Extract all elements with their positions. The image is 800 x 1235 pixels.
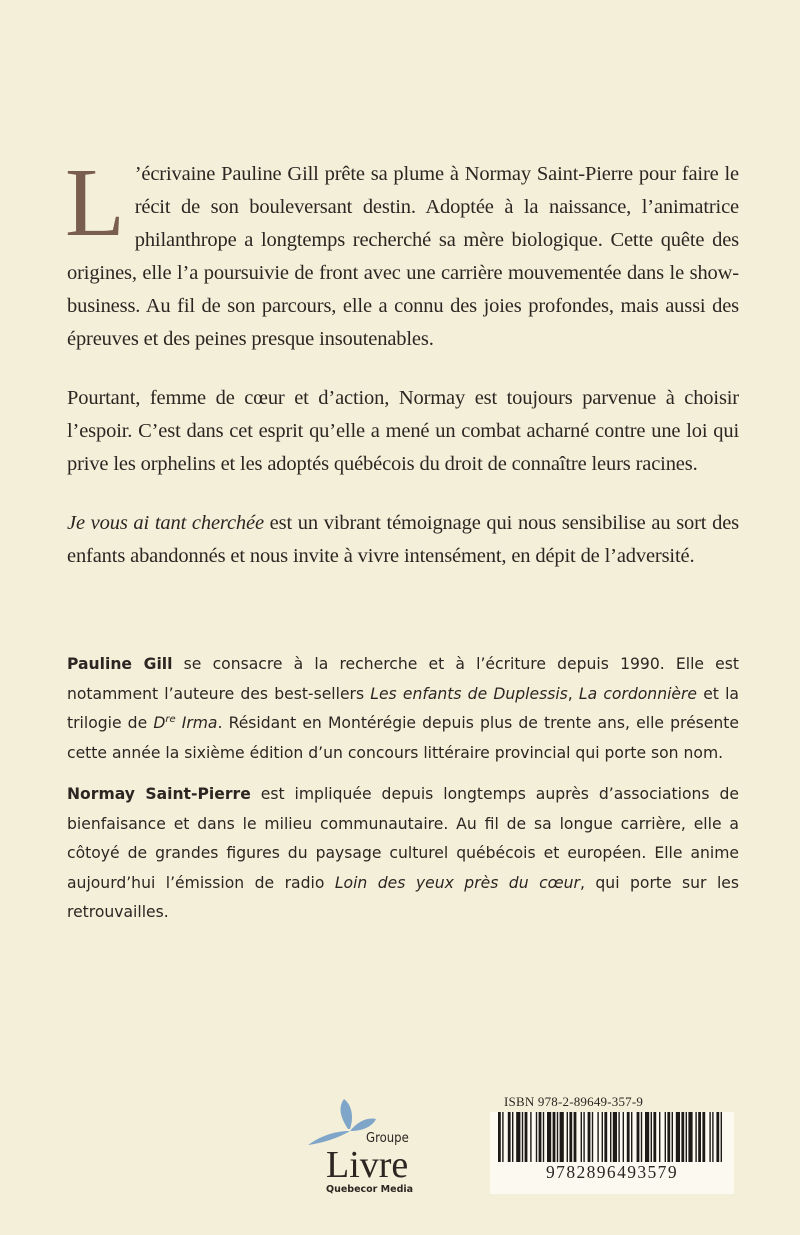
barcode-bar bbox=[557, 1112, 558, 1162]
barcode-bar bbox=[681, 1112, 684, 1162]
barcode-bar bbox=[512, 1112, 513, 1162]
publisher-logo bbox=[300, 1095, 420, 1195]
barcode-bar bbox=[574, 1112, 577, 1162]
barcode-bar bbox=[522, 1112, 523, 1162]
barcode-bar bbox=[543, 1112, 544, 1162]
bio-normay-saint-pierre bbox=[67, 780, 739, 928]
barcode-bar bbox=[627, 1112, 630, 1162]
author-name: Pauline Gill bbox=[67, 655, 173, 673]
barcode-bar bbox=[672, 1112, 673, 1162]
bio-text: , qui porte sur les retrouvailles. bbox=[67, 873, 739, 921]
blurb-text: est un vibrant témoignage qui nous sensibilise au sort des enfants abandonnés et nous invite à vivre intensément, en dépit de l’adversité. bbox=[67, 512, 739, 567]
bio-text: et la trilogie de bbox=[67, 684, 739, 732]
logo-groupe: Groupe bbox=[366, 1131, 409, 1146]
bio-text: . Résidant en Montérégie depuis plus de trente ans, elle présente cette année la sixième édition d’un concours littéraire provincial qui porte son nom. bbox=[67, 714, 739, 762]
barcode-bar bbox=[530, 1112, 531, 1162]
logo-livre: Livre bbox=[326, 1144, 409, 1186]
barcode-bar bbox=[651, 1112, 652, 1162]
barcode-bar bbox=[547, 1112, 551, 1162]
barcode-bar bbox=[667, 1112, 670, 1162]
barcode-bar bbox=[712, 1112, 713, 1162]
blurb-text: ’écrivaine Pauline Gill prête sa plume à Normay Saint-Pierre pour faire le récit de son bouleversant destin. Adoptée à la naissance, l’animatrice philanthrope a longtemps recherché sa mère biologique. Cette quête des origines, elle l’a poursuivie de front avec une carrière mouvementée dans le show-business. Au fil de son parcours, elle a connu des joies profondes, mais aussi des épreuves et des peines presque insoutenables. bbox=[67, 163, 739, 350]
barcode-bar bbox=[536, 1112, 537, 1162]
barcode-bar bbox=[592, 1112, 593, 1162]
blurb-paragraph-3 bbox=[67, 507, 739, 573]
book-title: Les enfants de Duplessis bbox=[370, 684, 568, 703]
barcode-bar bbox=[597, 1112, 598, 1162]
barcode-bar bbox=[604, 1112, 607, 1162]
author-bios bbox=[67, 650, 739, 940]
barcode-bar bbox=[569, 1112, 572, 1162]
barcode-bar bbox=[610, 1112, 611, 1162]
barcode-bar bbox=[583, 1112, 584, 1162]
barcode-bar bbox=[560, 1112, 564, 1162]
barcode-bar bbox=[502, 1112, 503, 1162]
barcode-bar bbox=[581, 1112, 582, 1162]
bio-pauline-gill bbox=[67, 650, 739, 768]
barcode-bar bbox=[553, 1112, 556, 1162]
show-title: Loin des yeux près du cœur bbox=[334, 873, 580, 892]
barcode-bar bbox=[709, 1112, 710, 1162]
blurb-paragraph-2: Pourtant, femme de cœur et d’action, Normay est toujours parvenue à choisir l’espoir. C’est dans cet esprit qu’elle a mené un combat acharné contre une loi qui prive les orphelins et les adoptés québécois du droit de connaître leurs racines. bbox=[67, 387, 739, 475]
barcode-bar bbox=[508, 1112, 511, 1162]
isbn-label: ISBN 978-2-89649-357-9 bbox=[504, 1094, 644, 1109]
author-name: Normay Saint-Pierre bbox=[67, 785, 251, 803]
bio-text: est impliquée depuis longtemps auprès d’associations de bienfaisance et dans le milieu communautaire. Au fil de sa longue carrière, elle a côtoyé de grandes figures du paysage culturel québécois et européen. Elle anime aujourd’hui l’émission de radio bbox=[67, 785, 739, 892]
barcode-bar bbox=[516, 1112, 520, 1162]
bio-text: , bbox=[567, 684, 579, 703]
barcode-bar bbox=[498, 1112, 501, 1162]
barcode-bar bbox=[695, 1112, 696, 1162]
barcode-bar bbox=[676, 1112, 680, 1162]
barcode-bar bbox=[623, 1112, 624, 1162]
barcode-bar bbox=[645, 1112, 649, 1162]
barcode-bar bbox=[567, 1112, 568, 1162]
barcode-bar bbox=[602, 1112, 603, 1162]
barcode-bar bbox=[539, 1112, 542, 1162]
barcode-bar bbox=[698, 1112, 701, 1162]
barcode-bar bbox=[721, 1112, 722, 1162]
barcode-bar bbox=[688, 1112, 692, 1162]
barcode-bar bbox=[716, 1112, 719, 1162]
book-title: Je vous ai tant cherchée bbox=[67, 512, 264, 534]
back-cover-blurb bbox=[65, 149, 739, 599]
barcode-bar bbox=[653, 1112, 656, 1162]
book-title: La cordonnière bbox=[578, 684, 698, 703]
barcode-bar bbox=[588, 1112, 591, 1162]
barcode-bar bbox=[641, 1112, 642, 1162]
barcode-bar bbox=[618, 1112, 619, 1162]
blurb-paragraph-1 bbox=[65, 149, 739, 356]
logo-quebecor-media: Quebecor Media bbox=[326, 1184, 414, 1195]
barcode-bar bbox=[613, 1112, 617, 1162]
book-title-dr-irma bbox=[153, 714, 217, 732]
barcode-bar bbox=[686, 1112, 687, 1162]
bio-text: se consacre à la recherche et à l’écriture depuis 1990. Elle est notamment l’auteure des best-sellers bbox=[67, 655, 740, 703]
barcode-bar bbox=[702, 1112, 705, 1162]
barcode-bar bbox=[665, 1112, 666, 1162]
dr-superscript: re bbox=[165, 713, 176, 725]
barcode-bar bbox=[637, 1112, 640, 1162]
barcode-digits: 9782896493579 bbox=[546, 1162, 678, 1182]
barcode-bars bbox=[490, 1112, 734, 1164]
barcode-bar bbox=[659, 1112, 660, 1162]
barcode-bar bbox=[631, 1112, 632, 1162]
drop-cap: L bbox=[65, 149, 125, 257]
barcode-bar bbox=[525, 1112, 528, 1162]
dr-prefix: D bbox=[153, 714, 166, 732]
irma-text: Irma bbox=[175, 714, 218, 732]
